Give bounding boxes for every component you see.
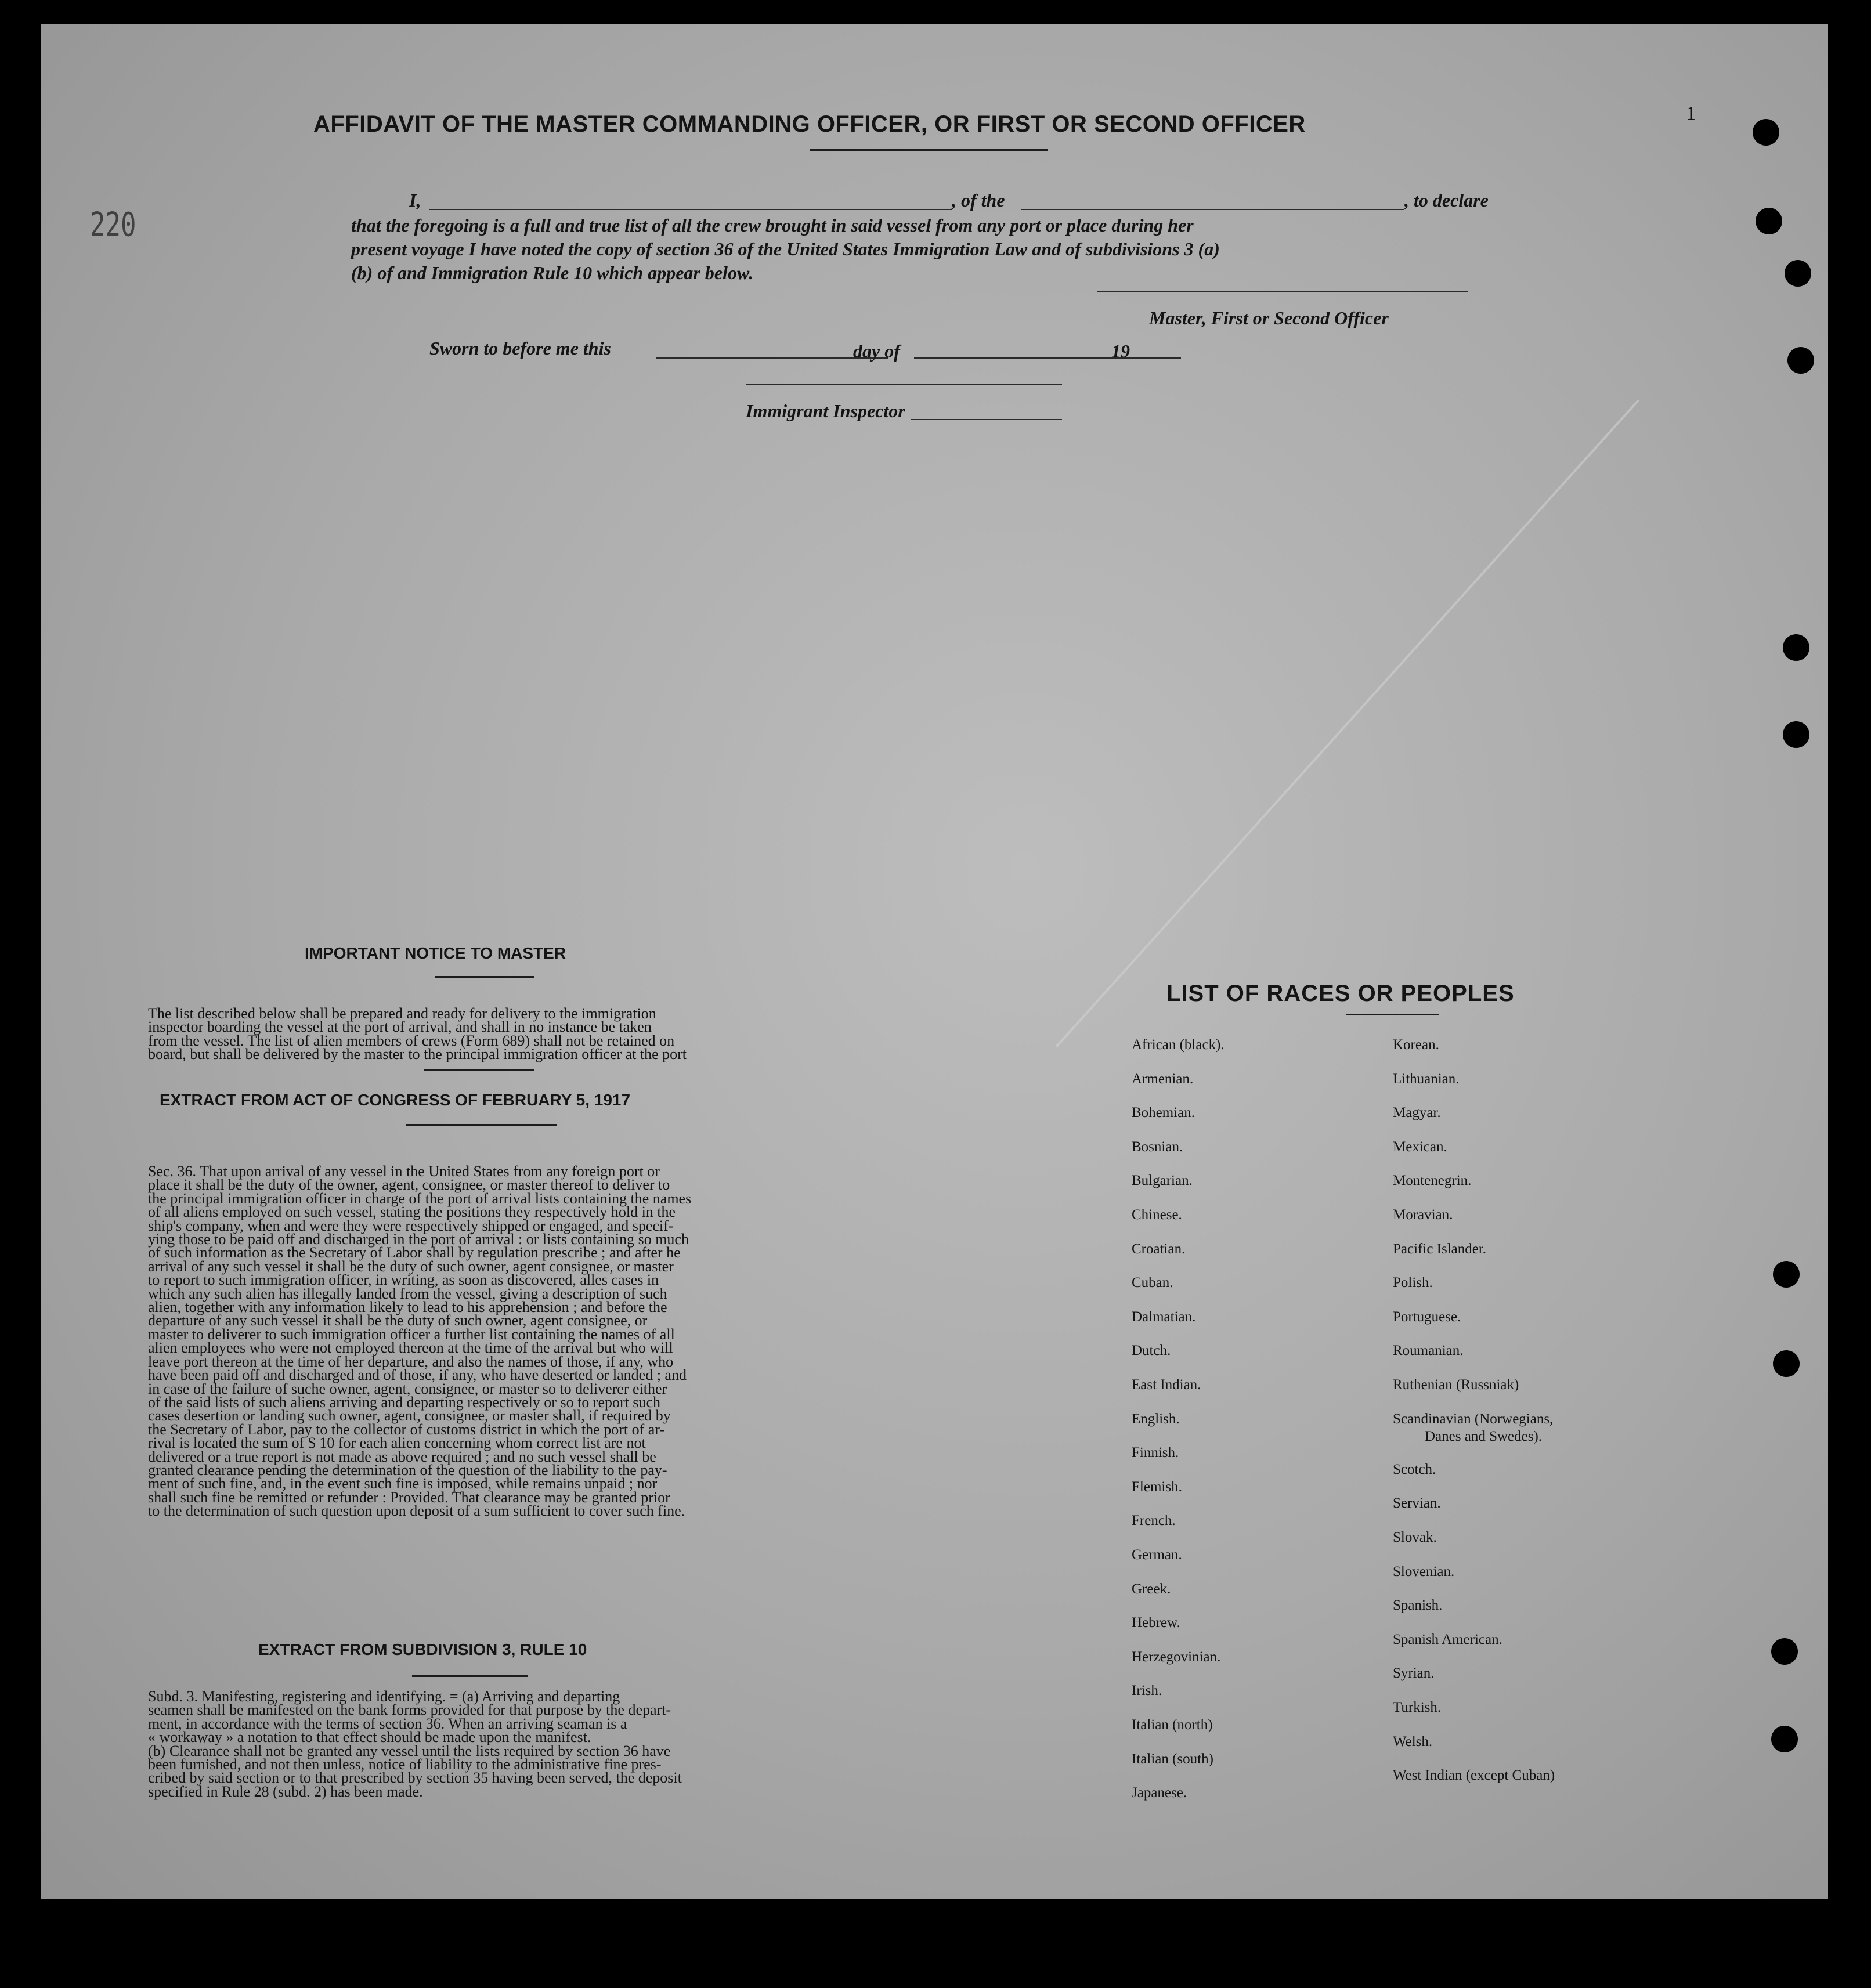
notice-line: The list described below shall be prepared and ready for delivery to the immigration [148,1005,656,1022]
day-of-label: day of [853,341,900,362]
race-item: Scotch. [1393,1461,1436,1477]
race-item: Mexican. [1393,1138,1447,1155]
affidavit-i-label: I, [409,190,421,211]
act-extract-body [148,1165,801,1518]
act-line: leave port thereon at the time of her departure, and also the names of those, if any, who [148,1353,674,1370]
bleed-through-stamp [830,94,1155,1719]
act-line: shall such fine be remitted or refunder : Provided. That clearance may be granted prior [148,1488,670,1506]
race-item: Dalmatian. [1132,1309,1196,1325]
race-item: Chinese. [1132,1207,1182,1223]
race-item: Hebrew. [1132,1615,1180,1631]
act-line: of the said lists of such aliens arriving and departing respectively or so to report such [148,1393,661,1411]
master-signature-line [1097,291,1468,292]
punch-hole [1773,1261,1800,1288]
act-extract-title: EXTRACT FROM ACT OF CONGRESS OF FEBRUARY 5, 1917 [160,1091,631,1109]
race-item: French. [1132,1513,1176,1529]
race-item: Polish. [1393,1275,1433,1291]
race-item: Irish. [1132,1683,1162,1699]
act-line: to the determination of such question upon deposit of a sum sufficient to cover such fine. [148,1502,685,1520]
race-item: Slovak. [1393,1530,1437,1545]
document-page [41,24,1828,1899]
page-number: 1 [1686,103,1696,124]
race-item: Turkish. [1393,1700,1442,1715]
act-line: in case of the failure of suche owner, agent, consignee, or master so to deliverer either [148,1380,667,1397]
race-item: African (black). [1132,1037,1225,1053]
affidavit-line-4: (b) of and Immigration Rule 10 which appear below. [351,262,754,283]
act-line: of all aliens employed on such vessel, stating the positions they respectively hold in the [148,1203,676,1221]
punch-hole [1773,1350,1800,1377]
notice-line: inspector boarding the vessel at the port of arrival, and shall in no instance be taken [148,1018,652,1036]
act-line: alien employees who were not employed thereon at the time of the arrival but who will [148,1339,673,1357]
race-item: Montenegrin. [1393,1173,1472,1189]
affidavit-line-2: that the foregoing is a full and true list of all the crew brought in said vessel from any port or place during her [351,215,1194,236]
act-line: to report to such immigration officer, in writing, as soon as discovered, alles cases in [148,1271,659,1289]
punch-hole [1783,634,1809,661]
year-label: 19 [1111,341,1130,362]
act-line: the Secretary of Labor, pay to the collector of customs district in which the port of ar- [148,1420,665,1438]
inspector-blank [911,419,1062,420]
punch-hole [1787,347,1814,374]
act-line: delivered or a true report is not made as above required ; and no such vessel shall be [148,1448,656,1465]
rule-line: « workaway » a notation to that effect should be made upon the manifest. [148,1729,591,1746]
act-line: departure of any such vessel it shall be the duty of such owner, agent consignee, or [148,1312,648,1329]
affidavit-of-the-label: , of the [952,190,1005,211]
punch-hole [1771,1638,1798,1665]
act-line: ship's company, when and were they were respectively shipped or engaged, and specif- [148,1217,674,1234]
act-line: which any such alien has illegally landed from the vessel, giving a description of such [148,1285,667,1302]
affidavit-line-3: present voyage I have noted the copy of section 36 of the United States Immigration Law and of subdivisions 3 (a) [351,238,1220,259]
race-item: Italian (south) [1132,1751,1213,1767]
vessel-blank [1021,209,1404,210]
act-line: of such information as the Secretary of Labor shall by regulation prescribe ; and after he [148,1244,681,1262]
act-line: rival is located the sum of $ 10 for each alien concerning whom correct list are not [148,1434,646,1452]
race-item: Syrian. [1393,1665,1435,1682]
act-line: the principal immigration officer in charge of the port of arrival lists containing the names [148,1190,692,1207]
race-item: Roumanian. [1393,1343,1464,1359]
rule-line: cribed by said section or to that prescribed by section 35 having been served, the deposit [148,1769,682,1787]
inspector-signature-line [746,384,1062,385]
punch-hole [1785,260,1811,287]
race-item: Dutch. [1132,1343,1171,1359]
sworn-year-blank [1135,357,1181,359]
race-item: Servian. [1393,1495,1441,1512]
name-blank [429,209,952,210]
act-line: have been paid off and discharged and of those, if any, who have deserted or landed ; and [148,1367,687,1384]
notice-body [148,1007,801,1061]
race-item: Italian (north) [1132,1717,1213,1733]
act-line: place it shall be the duty of the owner, agent, consignee, or master thereof to deliver to [148,1176,670,1194]
act-line: ying those to be paid off and discharged in the port of arrival : or lists containing so much [148,1231,689,1248]
act-line: Sec. 36. That upon arrival of any vessel in the United States from any foreign port or [148,1163,660,1180]
race-item: Herzegovinian. [1132,1649,1221,1665]
act-line: ment of such fine, and, in the event such fine is imposed, while remains unpaid ; nor [148,1475,658,1492]
rule-line: Subd. 3. Manifesting, registering and identifying. = (a) Arriving and departing [148,1688,620,1705]
race-item: Croatian. [1132,1241,1186,1257]
rule-extract-underline [412,1675,528,1677]
race-item: Slovenian. [1393,1563,1455,1579]
punch-hole [1753,119,1779,146]
title-underline [810,149,1048,151]
race-item: Danes and Swedes). [1425,1429,1543,1445]
act-line: cases desertion or landing such owner, agent, consignee, or master shall, if required by [148,1407,671,1425]
act-line: arrival of any such vessel it shall be the duty of such owner, agent consignee, or master [148,1257,674,1275]
rule-line: seamen shall be manifested on the bank forms provided for that purpose by the depart- [148,1701,671,1719]
sworn-month-blank [914,357,1140,359]
sheet-number: 220 [90,205,136,244]
rule-line: ment, in accordance with the terms of section 36. When an arriving seaman is a [148,1715,627,1732]
race-item: Portuguese. [1393,1309,1461,1325]
race-item: West Indian (except Cuban) [1393,1767,1555,1784]
race-item: Spanish American. [1393,1631,1502,1647]
rule-line: specified in Rule 28 (subd. 2) has been made. [148,1783,423,1800]
race-item: Scandinavian (Norwegians, [1393,1411,1554,1427]
master-signature-label: Master, First or Second Officer [1149,308,1389,328]
sworn-label: Sworn to before me this [429,338,611,359]
notice-title: IMPORTANT NOTICE TO MASTER [305,944,566,962]
rule-extract-title: EXTRACT FROM SUBDIVISION 3, RULE 10 [258,1640,587,1658]
race-item: Spanish. [1393,1597,1443,1614]
notice-end-rule [424,1069,534,1071]
race-item: Cuban. [1132,1275,1173,1291]
race-item: Pacific Islander. [1393,1241,1487,1257]
race-item: East Indian. [1132,1377,1201,1393]
race-item: Magyar. [1393,1105,1441,1121]
race-item: Moravian. [1393,1207,1453,1223]
race-item: Welsh. [1393,1733,1433,1750]
race-item: Armenian. [1132,1071,1194,1087]
notice-line: board, but shall be delivered by the master to the principal immigration officer at the port [148,1046,687,1063]
rule-line: been furnished, and not then unless, notice of liability to the administrative fine pres- [148,1756,662,1773]
affidavit-declare-label: , to declare [1404,190,1489,211]
act-line: master to deliverer to such immigration officer a further list containing the names of all [148,1325,675,1343]
race-item: Lithuanian. [1393,1071,1460,1087]
punch-hole [1756,208,1782,234]
notice-underline [435,976,534,978]
races-underline [1346,1014,1439,1015]
race-item: German. [1132,1547,1182,1563]
notice-line: from the vessel. The list of alien members of crews (Form 689) shall not be retained on [148,1032,675,1049]
race-item: Finnish. [1132,1445,1179,1461]
affidavit-title: AFFIDAVIT OF THE MASTER COMMANDING OFFICER, OR FIRST OR SECOND OFFICER [313,111,1306,137]
race-item: Korean. [1393,1037,1439,1053]
punch-hole [1771,1726,1798,1752]
act-extract-underline [406,1124,557,1126]
race-item: Bohemian. [1132,1105,1195,1121]
rule-extract-body [148,1690,801,1798]
race-item: English. [1132,1411,1180,1427]
act-line: alien, together with any information likely to lead to his apprehension ; and before the [148,1299,667,1316]
punch-hole [1783,721,1809,748]
race-item: Bulgarian. [1132,1173,1193,1189]
race-item: Flemish. [1132,1479,1182,1495]
race-item: Bosnian. [1132,1138,1183,1155]
race-item: Ruthenian (Russniak) [1393,1377,1519,1393]
race-item: Greek. [1132,1581,1171,1597]
race-item: Japanese. [1132,1785,1187,1801]
inspector-label: Immigrant Inspector [746,400,905,421]
rule-line: (b) Clearance shall not be granted any vessel until the lists required by section 36 have [148,1742,671,1759]
races-title: LIST OF RACES OR PEOPLES [1166,981,1515,1006]
act-line: granted clearance pending the determination of the question of the liability to the pay- [148,1461,667,1479]
